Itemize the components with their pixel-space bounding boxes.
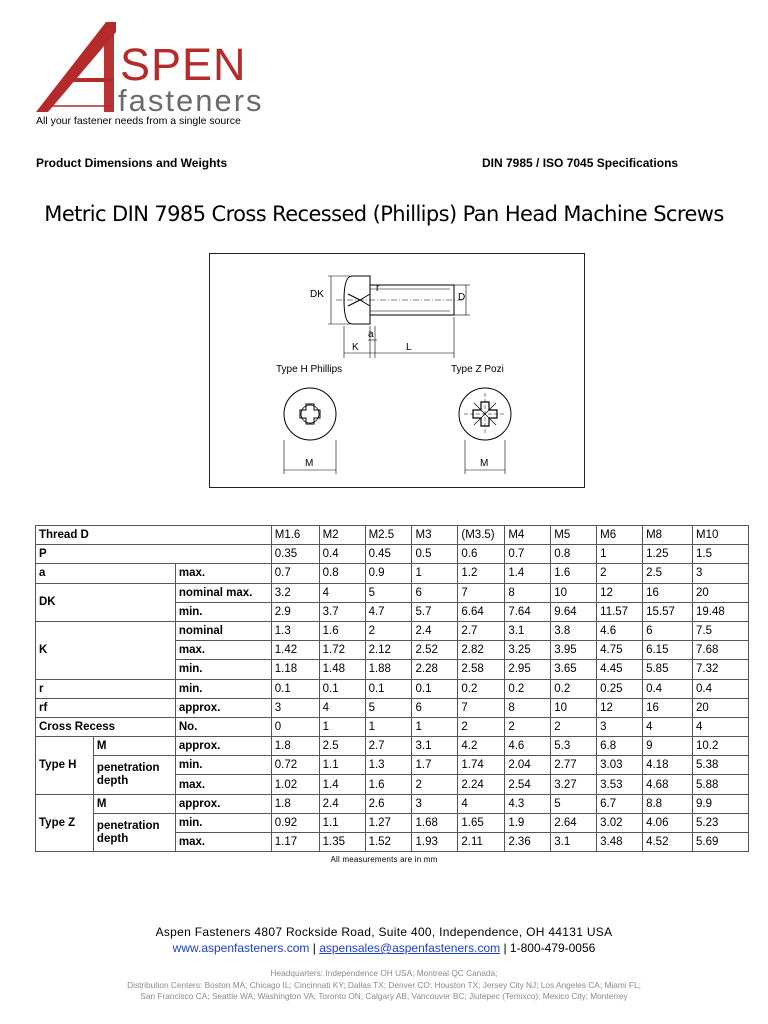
value-cell: M4 (505, 526, 551, 545)
value-cell: 4 (319, 583, 365, 602)
value-cell: 6 (412, 583, 458, 602)
value-cell: 1.8 (271, 737, 319, 756)
value-cell: 3.1 (505, 621, 551, 640)
value-cell: 0.2 (505, 679, 551, 698)
value-cell: 1.9 (505, 813, 551, 832)
value-cell: 4 (643, 717, 693, 736)
row-sublabel: max. (175, 775, 271, 794)
row-sublabel: nominal (175, 621, 271, 640)
row-label: DK (36, 583, 176, 621)
table-row-cross (36, 717, 749, 736)
value-cell: 3.03 (597, 756, 643, 775)
label-type-z: Type Z Pozi (451, 364, 504, 375)
value-cell: 1.6 (319, 621, 365, 640)
value-cell: 2.58 (458, 660, 505, 679)
value-cell: 3.8 (551, 621, 597, 640)
value-cell: 2.24 (458, 775, 505, 794)
value-cell: 1 (412, 717, 458, 736)
value-cell: 3.25 (505, 641, 551, 660)
value-cell: M2.5 (365, 526, 412, 545)
value-cell: M8 (643, 526, 693, 545)
value-cell: 0.4 (693, 679, 749, 698)
value-cell: 0.92 (271, 813, 319, 832)
value-cell: 3.2 (271, 583, 319, 602)
value-cell: 1.17 (271, 833, 319, 852)
value-cell: 3 (597, 717, 643, 736)
table-header-row (36, 526, 749, 545)
value-cell: 2.6 (365, 794, 412, 813)
value-cell: 4.18 (643, 756, 693, 775)
value-cell: 0.1 (412, 679, 458, 698)
row-sublabel: nominal max. (175, 583, 271, 602)
value-cell: 3.48 (597, 833, 643, 852)
table-row-dk (36, 583, 749, 602)
value-cell: 5.3 (551, 737, 597, 756)
row-label: r (36, 679, 176, 698)
value-cell: 3.02 (597, 813, 643, 832)
row-sublabel: min. (175, 756, 271, 775)
footer-headquarters: Headquarters: Independence OH USA; Montreal QC Canada; (270, 968, 498, 978)
value-cell: 0.2 (551, 679, 597, 698)
row-sublabel: No. (175, 717, 271, 736)
value-cell: 4.3 (505, 794, 551, 813)
value-cell: 6.15 (643, 641, 693, 660)
footer-address: Aspen Fasteners 4807 Rockside Road, Suite 400, Independence, OH 44131 USA (155, 925, 613, 939)
value-cell: 0.35 (271, 545, 319, 564)
row-sublabel: M (93, 794, 175, 813)
table-row-type_z-min (36, 813, 749, 832)
value-cell: 2.54 (505, 775, 551, 794)
value-cell: 2.9 (271, 602, 319, 621)
row-label: Type Z (36, 794, 94, 852)
label-r: r (376, 283, 380, 294)
value-cell: 1.1 (319, 813, 365, 832)
value-cell: (M3.5) (458, 526, 505, 545)
value-cell: 0.4 (643, 679, 693, 698)
value-cell: 7.32 (693, 660, 749, 679)
value-cell: 1 (597, 545, 643, 564)
value-cell: 5.38 (693, 756, 749, 775)
logo-a-mark (36, 22, 116, 112)
value-cell: 12 (597, 698, 643, 717)
value-cell: 1 (412, 564, 458, 583)
value-cell: 5.7 (412, 602, 458, 621)
row-sublabel: min. (175, 679, 271, 698)
value-cell: M2 (319, 526, 365, 545)
value-cell: 3.1 (412, 737, 458, 756)
screw-diagram (209, 253, 585, 488)
value-cell: 0.1 (365, 679, 412, 698)
measurement-note: All measurements are in mm (330, 855, 438, 864)
value-cell: 2.36 (505, 833, 551, 852)
value-cell: 0.25 (597, 679, 643, 698)
value-cell: 4.75 (597, 641, 643, 660)
value-cell: 6.7 (597, 794, 643, 813)
value-cell: 1.48 (319, 660, 365, 679)
logo-main-text: SPEN (120, 39, 247, 90)
table-row-type_h-min (36, 756, 749, 775)
value-cell: 16 (643, 583, 693, 602)
value-cell: 2.12 (365, 641, 412, 660)
value-cell: 20 (693, 583, 749, 602)
value-cell: 2 (505, 717, 551, 736)
value-cell: 0.2 (458, 679, 505, 698)
value-cell: 2 (458, 717, 505, 736)
label-l: L (406, 342, 412, 353)
value-cell: M3 (412, 526, 458, 545)
website-link[interactable]: www.aspenfasteners.com (172, 941, 310, 955)
value-cell: 2.52 (412, 641, 458, 660)
value-cell: 3.7 (319, 602, 365, 621)
thread-label: Thread D (36, 526, 272, 545)
value-cell: 1.72 (319, 641, 365, 660)
value-cell: 9.64 (551, 602, 597, 621)
value-cell: 3 (271, 698, 319, 717)
value-cell: 8 (505, 583, 551, 602)
value-cell: 1.74 (458, 756, 505, 775)
value-cell: 1.02 (271, 775, 319, 794)
value-cell: 1.3 (271, 621, 319, 640)
value-cell: 1.27 (365, 813, 412, 832)
value-cell: 10.2 (693, 737, 749, 756)
value-cell: 0.8 (319, 564, 365, 583)
subhead-product-dimensions: Product Dimensions and Weights (36, 156, 228, 170)
table-row-rf (36, 698, 749, 717)
value-cell: 4.68 (643, 775, 693, 794)
value-cell: 1.52 (365, 833, 412, 852)
value-cell: 3.53 (597, 775, 643, 794)
value-cell: M6 (597, 526, 643, 545)
value-cell: 4.52 (643, 833, 693, 852)
value-cell: 4.45 (597, 660, 643, 679)
value-cell: 0.5 (412, 545, 458, 564)
value-cell: 0.72 (271, 756, 319, 775)
value-cell: 0.8 (551, 545, 597, 564)
value-cell: 12 (597, 583, 643, 602)
email-link[interactable]: aspensales@aspenfasteners.com (319, 941, 501, 955)
value-cell: M5 (551, 526, 597, 545)
value-cell: 10 (551, 698, 597, 717)
value-cell: 6.8 (597, 737, 643, 756)
value-cell: 1.18 (271, 660, 319, 679)
value-cell: 0.4 (319, 545, 365, 564)
value-cell: 1.65 (458, 813, 505, 832)
value-cell: 2 (412, 775, 458, 794)
value-cell: 1.3 (365, 756, 412, 775)
value-cell: 5.85 (643, 660, 693, 679)
value-cell: 4.7 (365, 602, 412, 621)
value-cell: 15.57 (643, 602, 693, 621)
value-cell: 2.77 (551, 756, 597, 775)
value-cell: 3.27 (551, 775, 597, 794)
row-label: Type H (36, 737, 94, 795)
value-cell: 2.4 (319, 794, 365, 813)
value-cell: 2.7 (458, 621, 505, 640)
value-cell: 2.5 (319, 737, 365, 756)
value-cell: 1.93 (412, 833, 458, 852)
value-cell: 6 (643, 621, 693, 640)
value-cell: 20 (693, 698, 749, 717)
value-cell: 1.5 (693, 545, 749, 564)
label-k: K (352, 342, 359, 353)
value-cell: 4.2 (458, 737, 505, 756)
value-cell: 8 (505, 698, 551, 717)
value-cell: 2.11 (458, 833, 505, 852)
table-row-type_h-m (36, 737, 749, 756)
tagline: All your fastener needs from a single source (36, 115, 241, 127)
value-cell: 1 (365, 717, 412, 736)
value-cell: 5 (365, 698, 412, 717)
label-a: a (368, 329, 374, 340)
row-sublabel: min. (175, 602, 271, 621)
value-cell: 1.35 (319, 833, 365, 852)
table-row-a (36, 564, 749, 583)
value-cell: 3.95 (551, 641, 597, 660)
value-cell: 4.6 (505, 737, 551, 756)
row-label: P (36, 545, 272, 564)
label-m-phillips: M (305, 458, 314, 469)
value-cell: 3 (693, 564, 749, 583)
row-sublabel: max. (175, 833, 271, 852)
value-cell: 2.7 (365, 737, 412, 756)
label-dk: DK (310, 289, 324, 300)
value-cell: 1 (319, 717, 365, 736)
table-row-k (36, 621, 749, 640)
value-cell: 1.1 (319, 756, 365, 775)
value-cell: 1.88 (365, 660, 412, 679)
value-cell: 0.45 (365, 545, 412, 564)
value-cell: 2.64 (551, 813, 597, 832)
row-label: a (36, 564, 176, 583)
value-cell: 5.88 (693, 775, 749, 794)
value-cell: 2.5 (643, 564, 693, 583)
value-cell: 7 (458, 698, 505, 717)
row-sublabel: max. (175, 641, 271, 660)
label-type-h: Type H Phillips (276, 364, 343, 375)
value-cell: 0.6 (458, 545, 505, 564)
value-cell: 1.8 (271, 794, 319, 813)
value-cell: 2.28 (412, 660, 458, 679)
row-sublabel: max. (175, 564, 271, 583)
value-cell: 19.48 (693, 602, 749, 621)
footer-distribution-1: Distribution Centers: Boston MA; Chicago IL; Cincinnati KY; Dallas TX; Denver CO; Houston TX; Jersey City NJ; Los Angeles CA; Miami FL; (127, 980, 641, 990)
table-row-r (36, 679, 749, 698)
value-cell: 6 (412, 698, 458, 717)
value-cell: M1.6 (271, 526, 319, 545)
value-cell: 0.7 (505, 545, 551, 564)
spec-table (35, 525, 749, 852)
value-cell: 4 (693, 717, 749, 736)
value-cell: 16 (643, 698, 693, 717)
footer-distribution-2: San Francisco CA; Seattle WA; Washington VA; Toronto ON; Calgary AB; Vancouver BC; Jiutepec (Temixco); Mexico City; Monterrey (140, 991, 628, 1001)
value-cell: 2.4 (412, 621, 458, 640)
row-sublabel: penetration depth (93, 813, 175, 851)
label-m-pozi: M (480, 458, 489, 469)
value-cell: 7.68 (693, 641, 749, 660)
value-cell: 5 (365, 583, 412, 602)
value-cell: 4.6 (597, 621, 643, 640)
value-cell: 3 (412, 794, 458, 813)
value-cell: 1.25 (643, 545, 693, 564)
row-sublabel: min. (175, 660, 271, 679)
value-cell: 5.69 (693, 833, 749, 852)
row-label: K (36, 621, 176, 679)
value-cell: 1.6 (551, 564, 597, 583)
value-cell: 1.2 (458, 564, 505, 583)
value-cell: 6.64 (458, 602, 505, 621)
table-row-p (36, 545, 749, 564)
value-cell: 1.6 (365, 775, 412, 794)
value-cell: 1.42 (271, 641, 319, 660)
value-cell: 7.5 (693, 621, 749, 640)
row-label: rf (36, 698, 176, 717)
row-sublabel: M (93, 737, 175, 756)
value-cell: 0.7 (271, 564, 319, 583)
separator: | (309, 941, 320, 955)
value-cell: 0.1 (271, 679, 319, 698)
row-label: Cross Recess (36, 717, 176, 736)
value-cell: 0.1 (319, 679, 365, 698)
value-cell: 2.95 (505, 660, 551, 679)
value-cell: 3.65 (551, 660, 597, 679)
value-cell: 0.9 (365, 564, 412, 583)
row-sublabel: min. (175, 813, 271, 832)
logo-sub-text: fasteners (118, 83, 264, 118)
subhead-specifications: DIN 7985 / ISO 7045 Specifications (482, 156, 679, 170)
aspen-logo (30, 18, 270, 118)
value-cell: 4 (458, 794, 505, 813)
page-title: Metric DIN 7985 Cross Recessed (Phillips) Pan Head Machine Screws (44, 202, 724, 226)
value-cell: 7.64 (505, 602, 551, 621)
value-cell: 1.4 (319, 775, 365, 794)
value-cell: 11.57 (597, 602, 643, 621)
row-sublabel: approx. (175, 794, 271, 813)
value-cell: 10 (551, 583, 597, 602)
value-cell: 9.9 (693, 794, 749, 813)
value-cell: 1.7 (412, 756, 458, 775)
value-cell: 2 (365, 621, 412, 640)
value-cell: 2 (551, 717, 597, 736)
value-cell: 2.82 (458, 641, 505, 660)
row-sublabel: penetration depth (93, 756, 175, 794)
value-cell: 5.23 (693, 813, 749, 832)
label-d: D (458, 292, 466, 303)
value-cell: 5 (551, 794, 597, 813)
screw-drawing (210, 254, 584, 487)
value-cell: 0 (271, 717, 319, 736)
value-cell: 2.04 (505, 756, 551, 775)
value-cell: 4.06 (643, 813, 693, 832)
value-cell: 7 (458, 583, 505, 602)
table-row-type_z-m (36, 794, 749, 813)
value-cell: 9 (643, 737, 693, 756)
value-cell: M10 (693, 526, 749, 545)
value-cell: 1.4 (505, 564, 551, 583)
value-cell: 2 (597, 564, 643, 583)
value-cell: 1.68 (412, 813, 458, 832)
phone-number: | 1-800-479-0056 (500, 941, 596, 955)
value-cell: 3.1 (551, 833, 597, 852)
value-cell: 8.8 (643, 794, 693, 813)
row-sublabel: approx. (175, 698, 271, 717)
footer-contact (0, 941, 768, 955)
value-cell: 4 (319, 698, 365, 717)
row-sublabel: approx. (175, 737, 271, 756)
